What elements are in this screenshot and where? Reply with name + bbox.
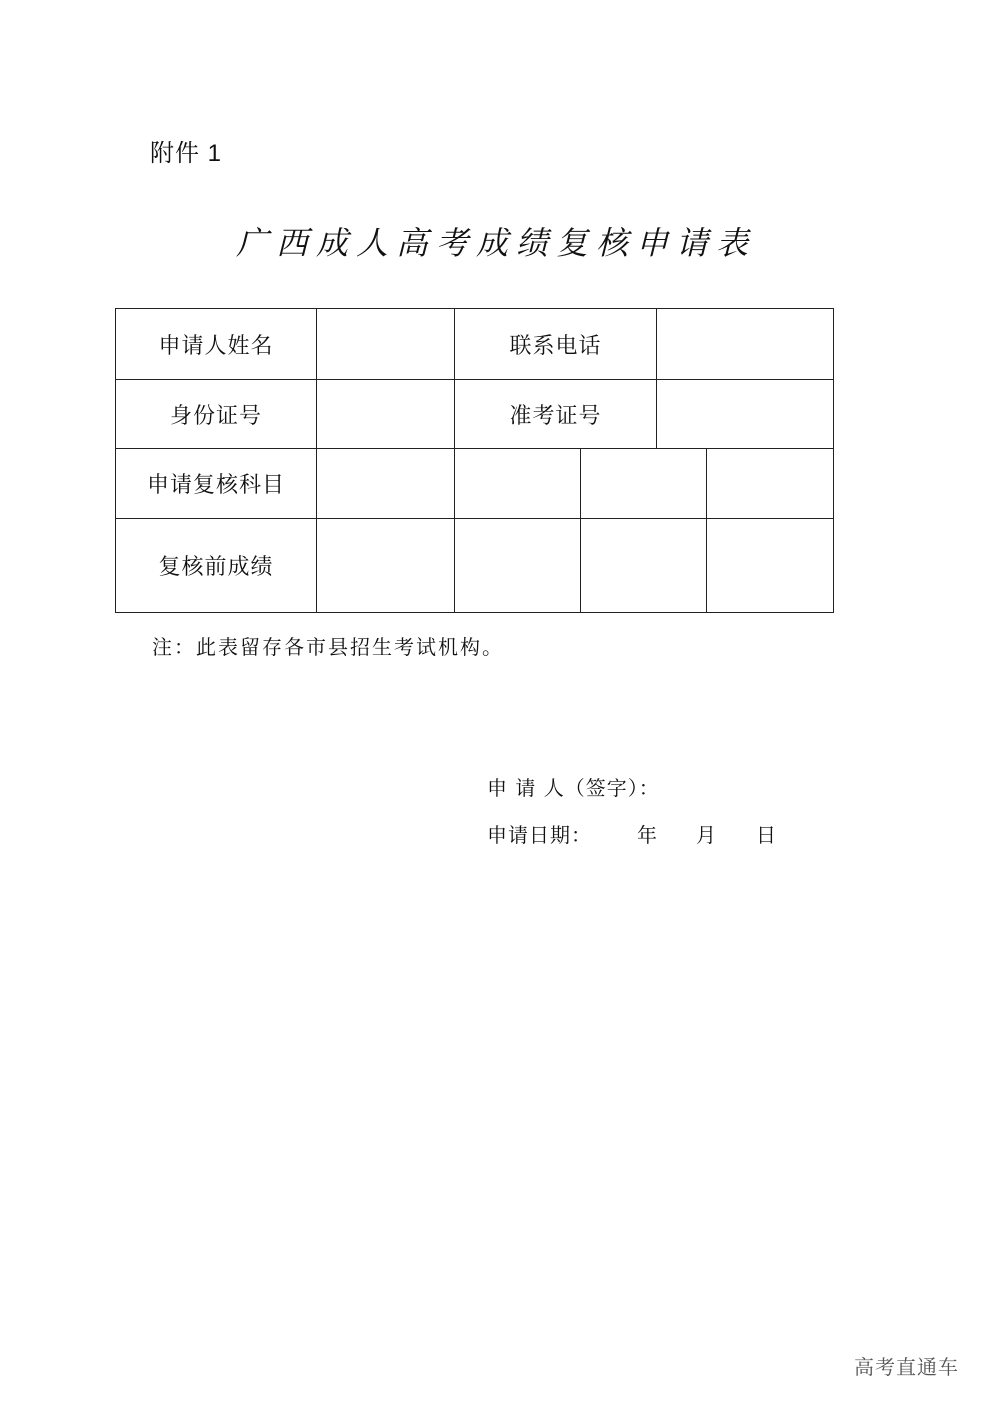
phone-label: 联系电话 — [455, 309, 657, 380]
date-label: 申请日期： — [487, 823, 592, 847]
table-row — [116, 309, 834, 380]
date-month-label: 月 — [696, 823, 717, 847]
review-subject-field-2[interactable] — [455, 449, 581, 519]
review-subject-label: 申请复核科目 — [116, 449, 317, 519]
review-subject-field-3[interactable] — [581, 449, 707, 519]
table-row — [116, 519, 834, 613]
form-note: 注：此表留存各市县招生考试机构。 — [152, 635, 504, 659]
applicant-name-label: 申请人姓名 — [116, 309, 317, 380]
applicant-name-field[interactable] — [317, 309, 455, 380]
score-before-field-2[interactable] — [455, 519, 581, 613]
form-title: 广西成人高考成绩复核申请表 — [235, 224, 756, 262]
score-before-field-4[interactable] — [707, 519, 834, 613]
exam-ticket-field[interactable] — [657, 380, 834, 449]
date-year-label: 年 — [637, 823, 658, 847]
score-before-label: 复核前成绩 — [116, 519, 317, 613]
table-row — [116, 380, 834, 449]
attachment-label: 附件 1 — [150, 140, 223, 167]
id-number-field[interactable] — [317, 380, 455, 449]
application-date-line — [487, 819, 777, 939]
phone-field[interactable] — [657, 309, 834, 380]
signature-label: 申 请 人（签字）： — [487, 776, 660, 800]
review-subject-field-1[interactable] — [317, 449, 455, 519]
review-subject-field-4[interactable] — [707, 449, 834, 519]
score-before-field-3[interactable] — [581, 519, 707, 613]
exam-ticket-label: 准考证号 — [455, 380, 657, 449]
watermark: 高考直通车 — [854, 1355, 959, 1379]
score-before-field-1[interactable] — [317, 519, 455, 613]
id-number-label: 身份证号 — [116, 380, 317, 449]
date-day-label: 日 — [756, 823, 777, 847]
table-row — [116, 449, 834, 519]
application-form-table — [115, 308, 834, 613]
